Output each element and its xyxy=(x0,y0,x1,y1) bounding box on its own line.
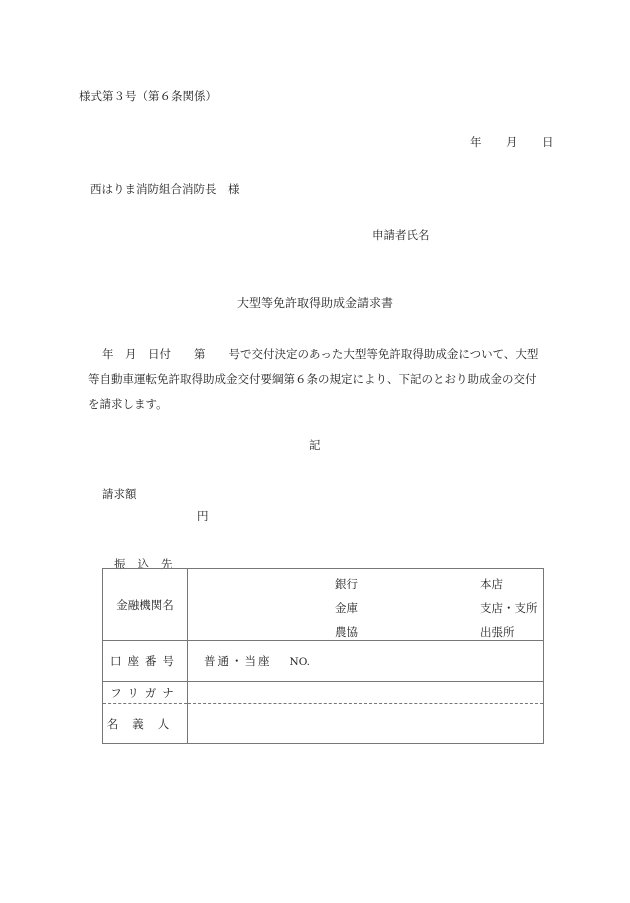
ki-heading: 記 xyxy=(309,438,321,452)
request-statement xyxy=(88,342,558,417)
date-year-label: 年 xyxy=(470,135,482,149)
furigana-field[interactable] xyxy=(188,682,544,704)
statement-line-1: 年 月 日付 第 号で交付決定のあった大型等免許取得助成金について、大型 xyxy=(102,347,539,361)
institution-cell[interactable] xyxy=(188,569,544,641)
institution-label: 金融機関名 xyxy=(103,569,188,641)
document-title: 大型等免許取得助成金請求書 xyxy=(236,296,393,310)
account-row xyxy=(103,641,544,682)
institution-row xyxy=(103,569,544,641)
type-bank: 銀行 xyxy=(335,577,358,591)
date-day-label: 日 xyxy=(542,135,554,149)
account-type: 普通・当座 xyxy=(204,654,272,668)
type-shinkin: 金庫 xyxy=(335,601,358,615)
branch-office: 出張所 xyxy=(480,625,515,639)
furigana-row xyxy=(103,682,544,704)
branch-main: 本店 xyxy=(480,577,503,591)
bank-transfer-table xyxy=(102,568,544,744)
account-no-label: NO. xyxy=(289,656,311,668)
holder-row xyxy=(103,704,544,744)
holder-label: 名義人 xyxy=(103,704,188,744)
yen-unit: 円 xyxy=(197,509,209,523)
applicant-name-label: 申請者氏名 xyxy=(372,228,430,242)
date-month-label: 月 xyxy=(506,135,518,149)
amount-label: 請求額 xyxy=(102,487,137,501)
type-noukyo: 農協 xyxy=(335,625,358,639)
statement-line-3: を請求します。 xyxy=(88,397,168,411)
transfer-heading: 振込先 xyxy=(114,557,185,571)
holder-field[interactable] xyxy=(188,704,544,744)
branch-sub: 支店・支所 xyxy=(480,601,538,615)
statement-line-2: 等自動車運転免許取得助成金交付要綱第６条の規定により、下記のとおり助成金の交付 xyxy=(88,372,537,386)
addressee: 西はりま消防組合消防長 様 xyxy=(90,182,240,196)
account-cell[interactable] xyxy=(188,641,544,682)
account-label: 口座番号 xyxy=(103,641,188,682)
form-number: 様式第３号（第６条関係） xyxy=(79,89,217,103)
furigana-label: フリガナ xyxy=(103,682,188,704)
